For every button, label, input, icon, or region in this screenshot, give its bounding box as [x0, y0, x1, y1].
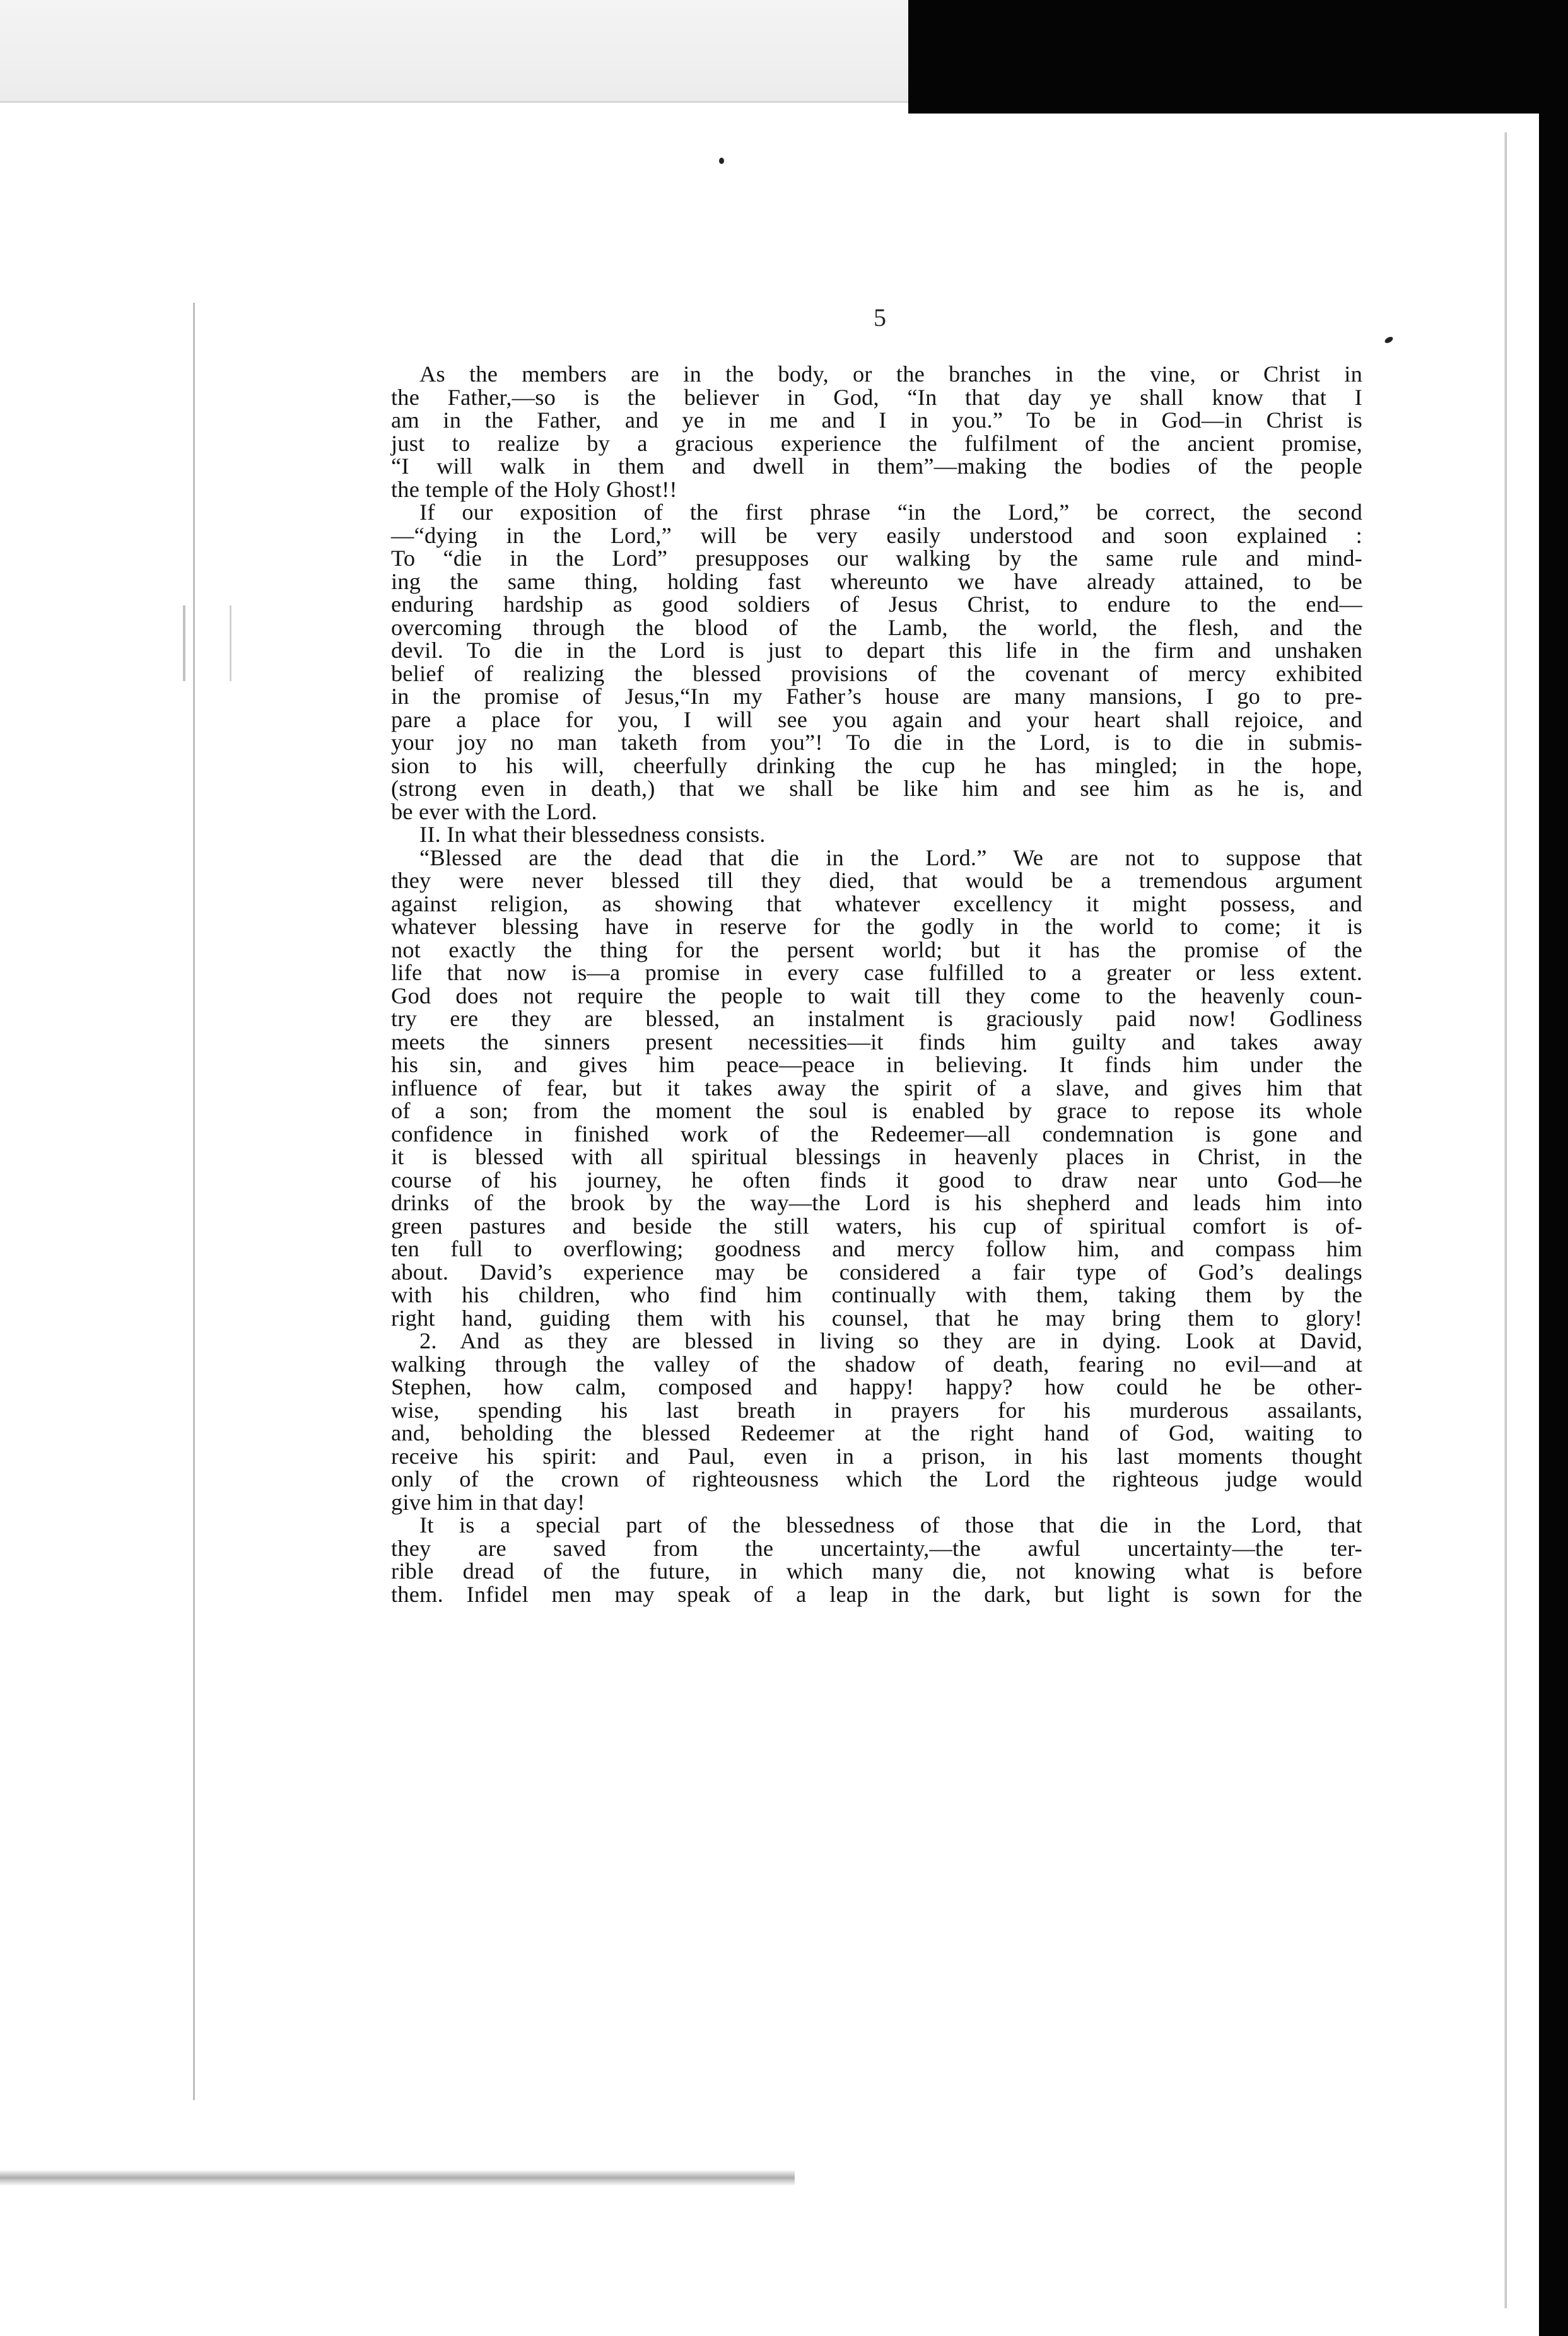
text-line: them. Infidel men may speak of a leap in the dark, but light is sown for the — [391, 1581, 1362, 1607]
text-line: sion to his will, cheerfully drinking the cup he has mingled; in the hope, — [391, 752, 1362, 778]
text-line: right hand, guiding them with his counsel, that he may bring them to glory! — [391, 1305, 1362, 1331]
text-line: green pastures and beside the still waters, his cup of spiritual comfort is of- — [391, 1213, 1362, 1239]
text-line: they are saved from the uncertainty,—the awful uncertainty—the ter- — [391, 1535, 1362, 1561]
scan-speck — [719, 158, 724, 164]
text-line: ing the same thing, holding fast whereunto we have already attained, to be — [391, 568, 1362, 594]
text-line: with his children, who find him continually with them, taking them by the — [391, 1282, 1362, 1307]
text-line: it is blessed with all spiritual blessings in heavenly places in Christ, in the — [391, 1144, 1362, 1169]
text-line: whatever blessing have in reserve for the godly in the world to come; it is — [391, 914, 1362, 939]
text-line: the Father,—so is the believer in God, “In that day ye shall know that I — [391, 384, 1362, 410]
text-line: As the members are in the body, or the branches in the vine, or Christ in — [419, 361, 1362, 387]
text-line: confidence in finished work of the Redeemer—all condemnation is gone and — [391, 1121, 1362, 1147]
text-line: Stephen, how calm, composed and happy! happy? how could he be other- — [391, 1374, 1362, 1399]
text-line: “Blessed are the dead that die in the Lord.” We are not to suppose that — [419, 844, 1362, 870]
text-line: —“dying in the Lord,” will be very easily understood and soon explained : — [391, 522, 1362, 548]
text-line: receive his spirit: and Paul, even in a prison, in his last moments thought — [391, 1443, 1362, 1469]
page-bottom-shadow — [0, 2170, 795, 2186]
text-line: try ere they are blessed, an instalment is graciously paid now! Godliness — [391, 1006, 1362, 1031]
text-line: his sin, and gives him peace—peace in believing. It finds him under the — [391, 1052, 1362, 1077]
text-line: against religion, as showing that whatever excellency it might possess, and — [391, 891, 1362, 916]
text-line: am in the Father, and ye in me and I in you.” To be in God—in Christ is — [391, 407, 1362, 433]
text-line: only of the crown of righteousness which the Lord the righteous judge would — [391, 1466, 1362, 1492]
text-line: 2. And as they are blessed in living so they are in dying. Look at David, — [419, 1328, 1362, 1353]
text-line: If our exposition of the first phrase “in the Lord,” be correct, the second — [419, 499, 1362, 525]
text-line: (strong even in death,) that we shall be like him and see him as he is, and — [391, 776, 1362, 801]
text-line: ten full to overflowing; goodness and mercy follow him, and compass him — [391, 1236, 1362, 1261]
text-line: God does not require the people to wait till they come to the heavenly coun- — [391, 983, 1362, 1008]
scan-background-right — [1539, 114, 1568, 2336]
text-line: meets the sinners present necessities—it finds him guilty and takes away — [391, 1029, 1362, 1054]
scan-background-top — [908, 0, 1568, 132]
binding-gutter-line — [193, 303, 195, 2100]
text-line: life that now is—a promise in every case fulfilled to a greater or less extent. — [391, 960, 1362, 985]
text-line: To “die in the Lord” presupposes our walking by the same rule and mind- — [391, 546, 1362, 571]
text-line: about. David’s experience may be considered a fair type of God’s dealings — [391, 1259, 1362, 1285]
text-line: walking through the valley of the shadow of death, fearing no evil—and at — [391, 1351, 1362, 1377]
binding-gutter-mark — [183, 605, 231, 681]
text-line: in the promise of Jesus,“In my Father’s house are many mansions, I go to pre- — [391, 684, 1362, 709]
page-fold-shadow — [1504, 132, 1507, 2308]
text-line: of a son; from the moment the soul is enabled by grace to repose its whole — [391, 1098, 1362, 1123]
text-line: just to realize by a gracious experience the fulfilment of the ancient promise, — [391, 430, 1362, 456]
text-line: pare a place for you, I will see you again and your heart shall rejoice, and — [391, 706, 1362, 732]
text-line: not exactly the thing for the persent world; but it has the promise of the — [391, 937, 1362, 962]
text-line: enduring hardship as good soldiers of Jesus Christ, to endure to the end— — [391, 592, 1362, 617]
text-line: give him in that day! — [391, 1489, 585, 1515]
underlying-page-edge — [0, 0, 921, 103]
text-line: It is a special part of the blessedness of those that die in the Lord, that — [419, 1512, 1362, 1538]
text-line: they were never blessed till they died, that would be a tremendous argument — [391, 868, 1362, 893]
body-text — [391, 363, 1362, 1606]
text-line: overcoming through the blood of the Lamb, the world, the flesh, and the — [391, 614, 1362, 640]
text-line: devil. To die in the Lord is just to depart this life in the firm and unshaken — [391, 638, 1362, 663]
text-line: drinks of the brook by the way—the Lord is his shepherd and leads him into — [391, 1190, 1362, 1215]
text-line: “I will walk in them and dwell in them”—making the bodies of the people — [391, 453, 1362, 479]
text-line: II. In what their blessedness consists. — [419, 822, 766, 847]
text-line: wise, spending his last breath in prayers for his murderous assailants, — [391, 1397, 1362, 1423]
text-line: the temple of the Holy Ghost!! — [391, 476, 677, 502]
page-number: 5 — [874, 303, 886, 332]
text-line: belief of realizing the blessed provisions of the covenant of mercy exhibited — [391, 660, 1362, 686]
text-line: influence of fear, but it takes away the spirit of a slave, and gives him that — [391, 1075, 1362, 1101]
text-line: course of his journey, he often finds it good to draw near unto God—he — [391, 1167, 1362, 1193]
text-line: and, beholding the blessed Redeemer at the right hand of God, waiting to — [391, 1420, 1362, 1445]
text-line: your joy no man taketh from you”! To die in the Lord, is to die in submis- — [391, 730, 1362, 755]
text-line: rible dread of the future, in which many die, not knowing what is before — [391, 1558, 1362, 1584]
text-line: be ever with the Lord. — [391, 798, 597, 824]
